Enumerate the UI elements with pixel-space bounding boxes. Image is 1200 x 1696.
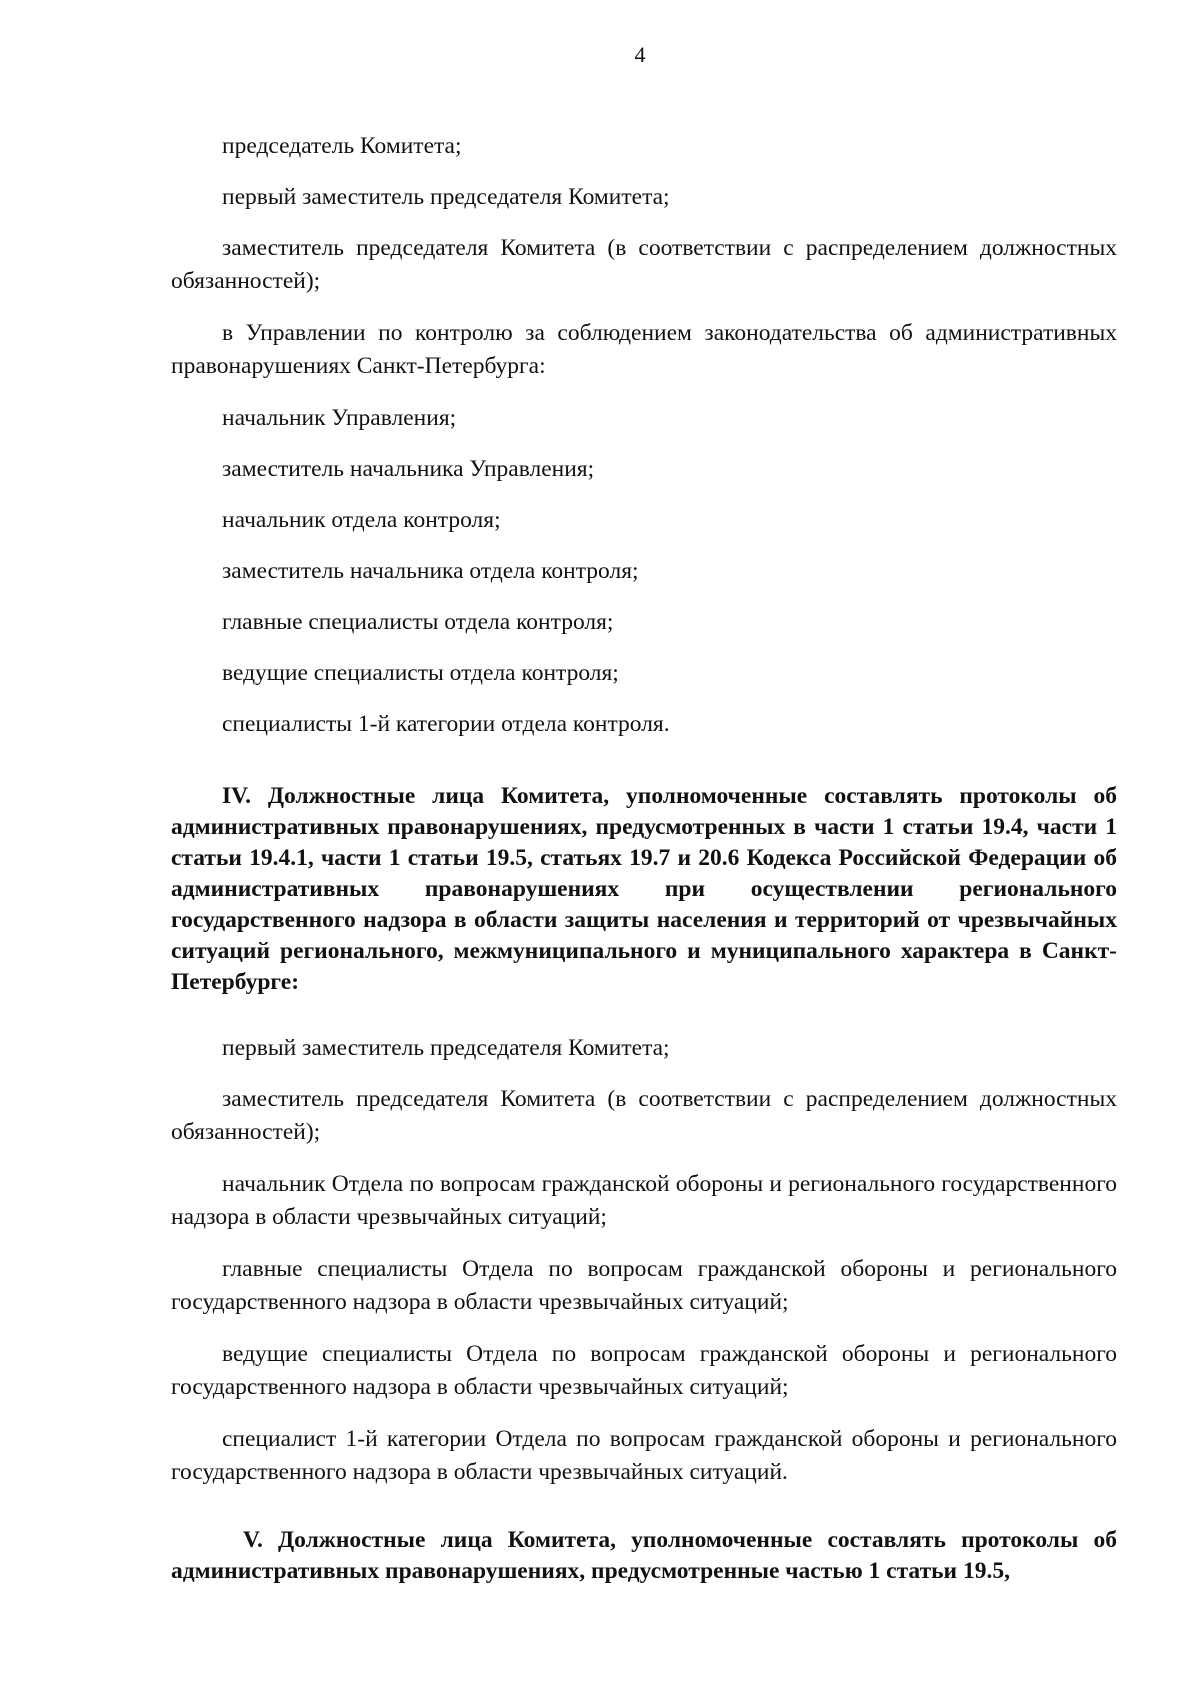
section-v-heading: V. Должностные лица Комитета, уполномоченные составлять протоколы об административных правонарушениях, предусмотренные частью 1 статьи 19.5,: [171, 1527, 1117, 1584]
list-item: главные специалисты отдела контроля;: [222, 609, 614, 635]
list-item: заместитель начальника отдела контроля;: [222, 558, 639, 584]
list-item: специалист 1-й категории Отдела по вопросам гражданской обороны и регионального государственного надзора в области чрезвычайных ситуаций.: [171, 1426, 1117, 1485]
list-item: начальник Управления;: [222, 405, 457, 431]
list-item: первый заместитель председателя Комитета;: [222, 184, 670, 210]
list-item: в Управлении по контролю за соблюдением законодательства об административных правонарушениях Санкт-Петербурга:: [171, 320, 1117, 379]
document-body: [171, 130, 1117, 1621]
list-item: заместитель председателя Комитета (в соответствии с распределением должностных обязанностей);: [171, 1086, 1117, 1145]
list-item: председатель Комитета;: [222, 133, 462, 159]
list-item: начальник Отдела по вопросам гражданской обороны и регионального государственного надзора в области чрезвычайных ситуаций;: [171, 1171, 1117, 1230]
list-item: начальник отдела контроля;: [222, 507, 501, 533]
list-item: главные специалисты Отдела по вопросам гражданской обороны и регионального государственного надзора в области чрезвычайных ситуаций;: [171, 1256, 1117, 1315]
list-item: заместитель начальника Управления;: [222, 456, 595, 482]
list-item: первый заместитель председателя Комитета;: [222, 1035, 670, 1061]
page-number: 4: [634, 42, 646, 67]
section-iv-heading: IV. Должностные лица Комитета, уполномоченные составлять протоколы об административных правонарушениях, предусмотренных в части 1 статьи 19.4, части 1 статьи 19.4.1, части 1 статьи 19.5, статьях 19.7 и 20.6 Кодекса Российской Федерации об административных правонарушениях при осуществлении регионального государственного надзора в области защиты населения и территорий от чрезвычайных ситуаций регионального, межмуниципального и муниципального характера в Санкт-Петербурге:: [171, 783, 1117, 995]
list-item: заместитель председателя Комитета (в соответствии с распределением должностных обязанностей);: [171, 235, 1117, 294]
list-item: специалисты 1-й категории отдела контроля.: [222, 711, 670, 737]
list-item: ведущие специалисты отдела контроля;: [222, 660, 619, 686]
list-item: ведущие специалисты Отдела по вопросам гражданской обороны и регионального государственного надзора в области чрезвычайных ситуаций;: [171, 1341, 1117, 1400]
